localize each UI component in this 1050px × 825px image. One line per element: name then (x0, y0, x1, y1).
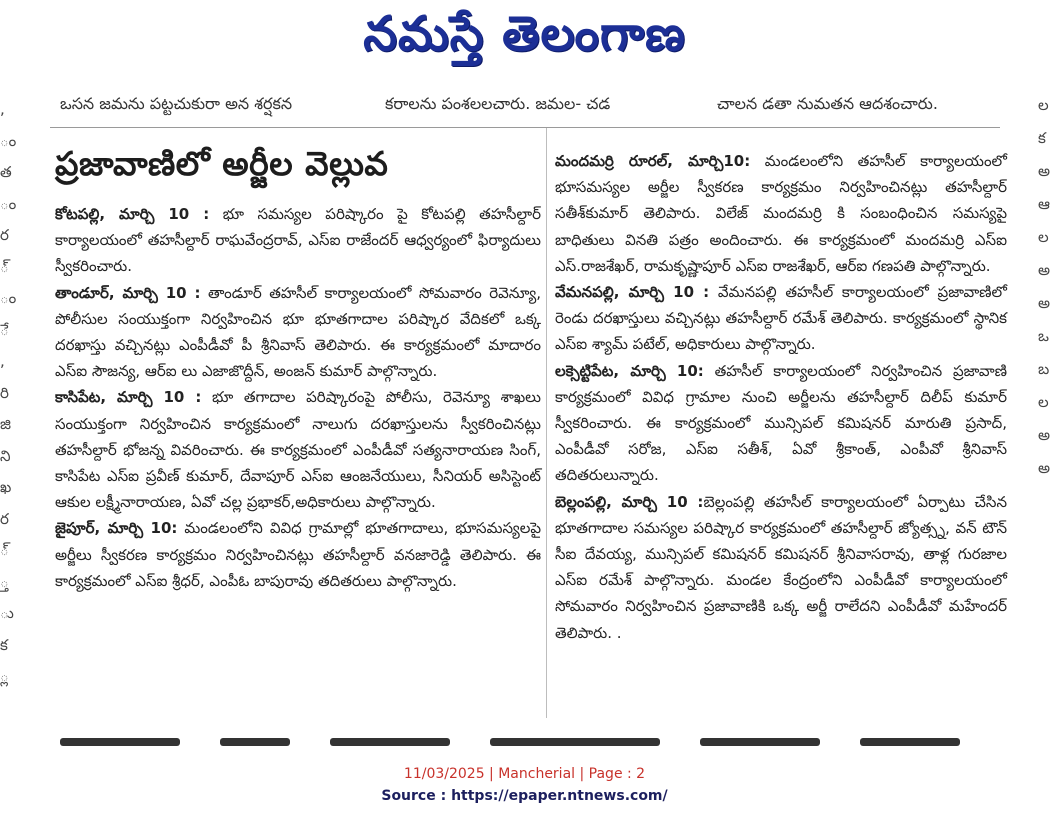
edge-fragment: ఖ (0, 478, 12, 496)
page-footer (0, 763, 1049, 807)
article-column-left (55, 201, 541, 594)
edge-fragment: ు (0, 604, 14, 622)
paragraph-text: భూ తగాదాల పరిష్కారంపై పోలీసు, రెవెన్యూ శాఖలు సంయుక్తంగా నిర్వహించిన కార్యక్రమంలో నాలుగు దరఖాస్తులను స్వీకరించినట్లు తహసీల్దార్ భోజన్న వివరించారు. ఈ కార్యక్రమంలో ఎంపీడీవో సత్యనారాయణ సింగ్, కాసిపేట ఎస్ఐ ప్రవీణ్ కుమార్, దేవాపూర్ ఎస్ఐ ఆంజనేయులు, సీనియర్ అసిస్టెంట్ ఆకుల లక్ష్మీనారాయణ, ఏవో చల్ల ప్రభాకర్,అధికారులు పాల్గొన్నారు. (55, 388, 541, 512)
edge-fragment: ్ (0, 541, 9, 559)
edition-dateline: 11/03/2025 | Mancherial | Page : 2 (403, 766, 646, 782)
paragraph-text: తహసీల్ కార్యాలయంలో నిర్వహించిన ప్రజావాణి కార్యక్రమంలో వివిధ గ్రామాల నుంచి అర్జీలను తహసీల్దార్ దిలీప్ కుమార్ స్వీకరించారు. ఈ కార్యక్రమంలో మున్సిపల్ కమిషనర్ మారుతి ప్రసాద్, ఎంపీడీవో సరోజ, ఎస్ఐ సతీశ్, ఏవో శ్రీకాంత్, ఎంపీవో శ్రీనివాస్ తదితరులున్నారు. (555, 361, 1007, 485)
edge-fragment: ్ల (0, 667, 9, 685)
edge-fragment: బ (1038, 360, 1050, 378)
edge-fragment: అ (1038, 162, 1050, 180)
edge-fragment: ల (1038, 393, 1049, 411)
edge-fragment: క (0, 635, 8, 654)
paragraph-text: వేమనపల్లి తహసీల్ కార్యాలయంలో ప్రజావాణిలో రెండు దరఖాస్తులు వచ్చినట్లు తహసీల్దార్ రమేశ్ తెలిపారు. కార్యక్రమంలో స్థానిక ఎస్ఐ శ్యామ్ పటేల్, అధికారులు పాల్గొన్నారు. (555, 283, 1007, 354)
paragraph-text: భూ సమస్యల పరిష్కారం పై కోటపల్లి తహసీల్దార్ కార్యాలయంలో తహసీల్దార్ రాఘవేంద్రరావ్, ఎస్ఐ రాజేందర్ ఆధ్వర్యంలో ఫిర్యాదులు స్వీకరించారు. (55, 205, 541, 276)
dateline-lead: లక్సెట్టిపేట, మార్చి 10: (555, 361, 704, 380)
edge-fragment: ్త (0, 572, 9, 591)
cutoff-ink (60, 738, 180, 746)
dateline-lead: కాసిపేట, మార్చి 10 : (55, 388, 202, 407)
cutoff-text: చాలన డతా నుమతన ఆదశంచారు. (717, 94, 938, 113)
news-paragraph (55, 201, 541, 280)
edge-fragment: ల (1038, 96, 1049, 114)
edge-fragment: రి (0, 383, 9, 402)
news-paragraph (555, 148, 1007, 279)
dateline-lead: తాండూర్, మార్చి 10 : (55, 283, 201, 302)
edge-fragment: ం (0, 131, 17, 150)
edge-fragment: అ (1038, 459, 1050, 477)
newspaper-logo: నమస్తే తెలంగాణ (363, 6, 686, 62)
paragraph-text: బెల్లంపల్లి తహసీల్ కార్యాలయంలో ఏర్పాటు చేసిన భూతగాదాల సమస్యల పరిష్కార కార్యక్రమంలో తహసీల్దార్ జ్యోత్స్న, వన్ టౌన్ సీఐ దేవయ్య, మున్సిపల్ కమిషనర్ కమిషనర్ శ్రీనివాసరావు, తాళ్ల గురజాల ఎస్ఐ రమేశ్ పాల్గొన్నారు. మండల కేంద్రంలోని ఎంపీడీవో కార్యాలయంలో సోమవారం నిర్వహించిన ప్రజావాణికి ఒక్క అర్జీ రాలేదని ఎంపీడీవో మహేందర్ తెలిపారు. . (555, 492, 1007, 642)
news-paragraph (55, 515, 541, 594)
dateline-lead: మందమర్రి రూరల్, మార్చి10: (555, 152, 751, 170)
column-divider (546, 128, 547, 718)
cutoff-text: కరాలను పంశలలచారు. జమల- చడ (385, 94, 611, 113)
divider (50, 127, 1000, 128)
edge-fragment: ర (0, 509, 9, 528)
edge-fragment: ్ (0, 257, 9, 276)
edge-fragment: ని (0, 446, 11, 465)
paragraph-text: మండలంలోని తహసీల్ కార్యాలయంలో భూసమస్యల అర్జీల స్వీకరణ కార్యక్రమం నిర్వహించినట్లు తహసీల్దార్ సతీశ్‌కుమార్ తెలిపారు. విలేజ్ మందమర్రి కి సంబంధించిన సమస్యపై బాధితులు వినతి పత్రం అందించారు. ఈ కార్యక్రమంలో మందమర్రి ఎస్ఐ ఎస్.రాజశేఖర్, రామకృష్ణాపూర్ ఎస్ఐ రాజశేఖర్, ఆర్ఐ గణపతి పాల్గొన్నారు. (555, 152, 1007, 275)
edge-fragment: ే (0, 320, 9, 339)
edge-fragment: , (0, 100, 5, 118)
cutoff-ink (700, 738, 820, 746)
edge-fragment: అ (1038, 261, 1050, 279)
edge-fragment: ఒ (1038, 327, 1049, 345)
cutoff-ink (220, 738, 290, 746)
article-headline: ప్రజావాణిలో అర్జీల వెల్లువ (55, 144, 389, 183)
dateline-lead: కోటపల్లి, మార్చి 10 : (55, 205, 210, 223)
edge-fragment: ం (0, 289, 17, 307)
news-paragraph (555, 489, 1007, 646)
paragraph-text: మండలంలోని వివిధ గ్రామాల్లో భూతగాదాలు, భూసమస్యలపై అర్జీలు స్వీకరణ కార్యక్రమం నిర్వహించినట్లు తహసీల్దార్ వనజారెడ్డి తెలిపారు. ఈ కార్యక్రమంలో ఎస్ఐ శ్రీధర్, ఎంపీఓ బాపురావు తదితరులు పాల్గొన్నారు. (55, 519, 541, 590)
right-column-edge (1038, 96, 1049, 716)
dateline-lead: జైపూర్, మార్చి 10: (55, 519, 178, 538)
edge-fragment: అ (1038, 426, 1050, 444)
article-column-right (555, 148, 1007, 646)
news-paragraph (555, 358, 1007, 489)
edge-fragment: క (1038, 129, 1046, 147)
news-paragraph (55, 384, 541, 515)
dateline-lead: వేమనపల్లి, మార్చి 10 : (555, 283, 710, 302)
edge-fragment: ర (0, 226, 9, 244)
edge-fragment: జి (0, 415, 11, 433)
masthead (0, 0, 1049, 76)
previous-article-cutoff (60, 96, 1000, 118)
edge-fragment: ఆ (1038, 195, 1050, 213)
edge-fragment: అ (1038, 294, 1050, 312)
news-paragraph (55, 280, 541, 385)
cutoff-ink (330, 738, 450, 746)
paragraph-text: తాండూర్ తహసీల్ కార్యాలయంలో సోమవారం రెవెన్యూ, పోలీసుల సంయుక్తంగా నిర్వహించిన భూ భూతగాదాల పరిష్కార వేదికలో ఒక్క దరఖాస్తు వచ్చినట్లు ఎంపీడీవో పీ శ్రీనివాస్ తెలిపారు. ఈ కార్యక్రమంలో మాదారం ఎస్ఐ సౌజన్య, ఆర్ఐ లు ఎజాజొద్దీన్, అంజన్ కుమార్ పాల్గొన్నారు. (55, 283, 541, 381)
edge-fragment: ం (0, 194, 17, 213)
edge-fragment: , (0, 352, 5, 370)
dateline-lead: బెల్లంపల్లి, మార్చి 10 : (555, 492, 704, 511)
cutoff-ink (860, 738, 960, 746)
cutoff-text: ఒసన జమను పట్టచుకురా అన శర్షకన (60, 94, 293, 113)
left-column-edge (0, 96, 17, 716)
news-paragraph (555, 279, 1007, 358)
source-link-text: Source : https://epaper.ntnews.com/ (381, 788, 668, 804)
next-article-cutoff (60, 738, 1000, 748)
cutoff-ink (490, 738, 660, 746)
edge-fragment: ల (1038, 228, 1049, 246)
edge-fragment: త (0, 163, 12, 181)
